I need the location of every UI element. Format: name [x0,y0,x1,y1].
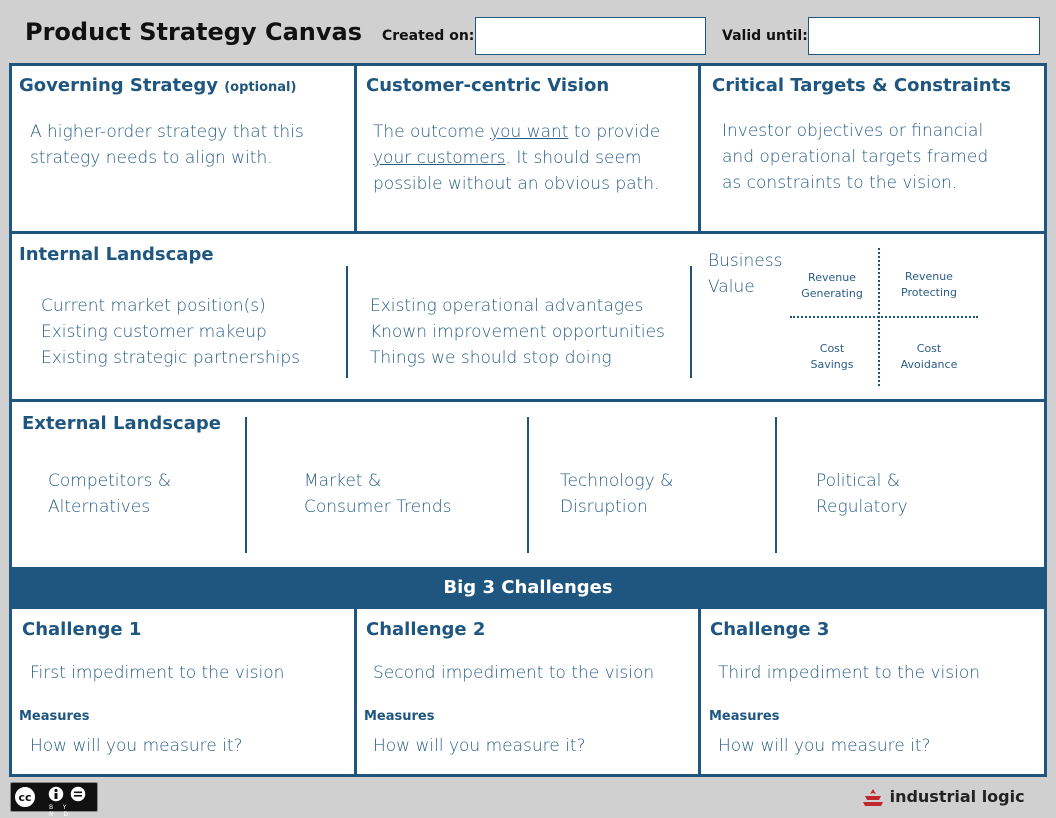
business-value-label [708,248,782,300]
quadrant-label: Cost [819,342,845,355]
industrial-logic-logo-icon [862,788,884,808]
quadrant-label: Protecting [901,286,957,299]
external-line: Technology & [560,471,674,491]
quadrant-label: Revenue [905,270,953,283]
row-divider [9,399,1047,402]
quadrant-label: Avoidance [900,358,958,371]
vision-text [373,119,660,197]
quadrant-label: Generating [801,287,863,300]
internal-item: Things we should stop doing [370,348,612,368]
targets-line-3: as constraints to the vision. [722,173,958,193]
big-3-challenges-banner: Big 3 Challenges [9,567,1047,609]
challenge-2-desc: Second impediment to the vision [373,663,655,683]
challenge-3-measures-label: Measures [709,709,780,724]
vision-heading: Customer-centric Vision [366,75,610,96]
vision-line-1 [373,119,660,145]
internal-col-2 [370,293,665,371]
challenge-2-measure: How will you measure it? [373,736,586,756]
internal-item: Current market position(s) [41,296,266,316]
internal-item: Existing strategic partnerships [41,348,300,368]
business-value-line-1: Business [708,251,783,271]
quadrant-label: Revenue [808,271,856,284]
internal-divider [346,266,348,378]
vision-l1-post: to provide [568,122,661,142]
internal-item: Known improvement opportunities [370,322,665,342]
governing-line-2: strategy needs to align with. [30,148,273,168]
governing-strategy-heading [19,75,296,96]
col-divider [354,607,357,777]
external-divider [527,417,529,553]
col-divider [698,607,701,777]
external-line: Regulatory [816,497,908,517]
optional-tag: (optional) [224,80,297,95]
external-line: Political & [816,471,901,491]
external-line: Consumer Trends [304,497,452,517]
quadrant-horizontal-axis [790,316,978,318]
challenge-2-title: Challenge 2 [366,619,486,640]
created-on-label: Created on: [382,28,475,44]
challenge-3-measure: How will you measure it? [718,736,931,756]
industrial-logic-logo [862,787,1025,808]
vision-l1-pre: The outcome [373,122,491,142]
vision-line-2 [373,145,660,171]
vision-l1-underlined: you want [490,122,569,142]
creative-commons-license-icon[interactable] [10,782,98,818]
external-divider [775,417,777,553]
targets-heading: Critical Targets & Constraints [712,75,1011,96]
business-value-line-2: Value [708,277,755,297]
external-item-political [816,468,908,520]
quadrant-label: Cost [916,342,942,355]
external-item-market [304,468,451,520]
industrial-logic-logo-text: industrial logic [889,787,1025,806]
external-line: Competitors & [48,471,172,491]
external-landscape-heading: External Landscape [22,413,221,434]
col-divider [354,63,357,233]
challenge-1-measure: How will you measure it? [30,736,243,756]
created-on-field[interactable] [475,17,706,55]
internal-item: Existing customer makeup [41,322,267,342]
quadrant-label: Savings [810,358,854,371]
challenge-2-measures-label: Measures [364,709,435,724]
internal-divider [690,266,692,378]
targets-line-2: and operational targets framed [722,147,989,167]
governing-line-1: A higher-order strategy that this [30,122,304,142]
vision-l2-post: . It should seem [505,148,642,168]
governing-heading-text: Governing Strategy [19,75,218,96]
challenge-1-desc: First impediment to the vision [30,663,285,683]
valid-until-label: Valid until: [722,28,808,44]
external-line: Alternatives [48,497,151,517]
external-item-technology [560,468,673,520]
quadrant-revenue-protecting [884,269,974,301]
challenge-3-desc: Third impediment to the vision [718,663,980,683]
challenge-1-title: Challenge 1 [22,619,142,640]
challenge-3-title: Challenge 3 [710,619,830,640]
internal-item: Existing operational advantages [370,296,644,316]
challenge-1-measures-label: Measures [19,709,90,724]
targets-line-1: Investor objectives or financial [722,121,984,141]
external-divider [245,417,247,553]
valid-until-field[interactable] [808,17,1040,55]
internal-landscape-heading: Internal Landscape [19,244,214,265]
row-divider [9,231,1047,234]
internal-col-1 [41,293,300,371]
page-title: Product Strategy Canvas [25,18,362,46]
external-line: Disruption [560,497,648,517]
vision-line-3: possible without an obvious path. [373,174,660,194]
vision-l2-underlined: your customers [373,148,506,168]
quadrant-revenue-generating [787,270,877,302]
governing-strategy-text [30,119,304,171]
quadrant-cost-avoidance [884,341,974,373]
external-item-competitors [48,468,171,520]
col-divider [698,63,701,233]
cc-license-text: BY ND [49,804,79,818]
targets-text [722,118,988,196]
external-line: Market & [304,471,382,491]
quadrant-cost-savings [787,341,877,373]
svg-text:cc: cc [18,791,32,804]
